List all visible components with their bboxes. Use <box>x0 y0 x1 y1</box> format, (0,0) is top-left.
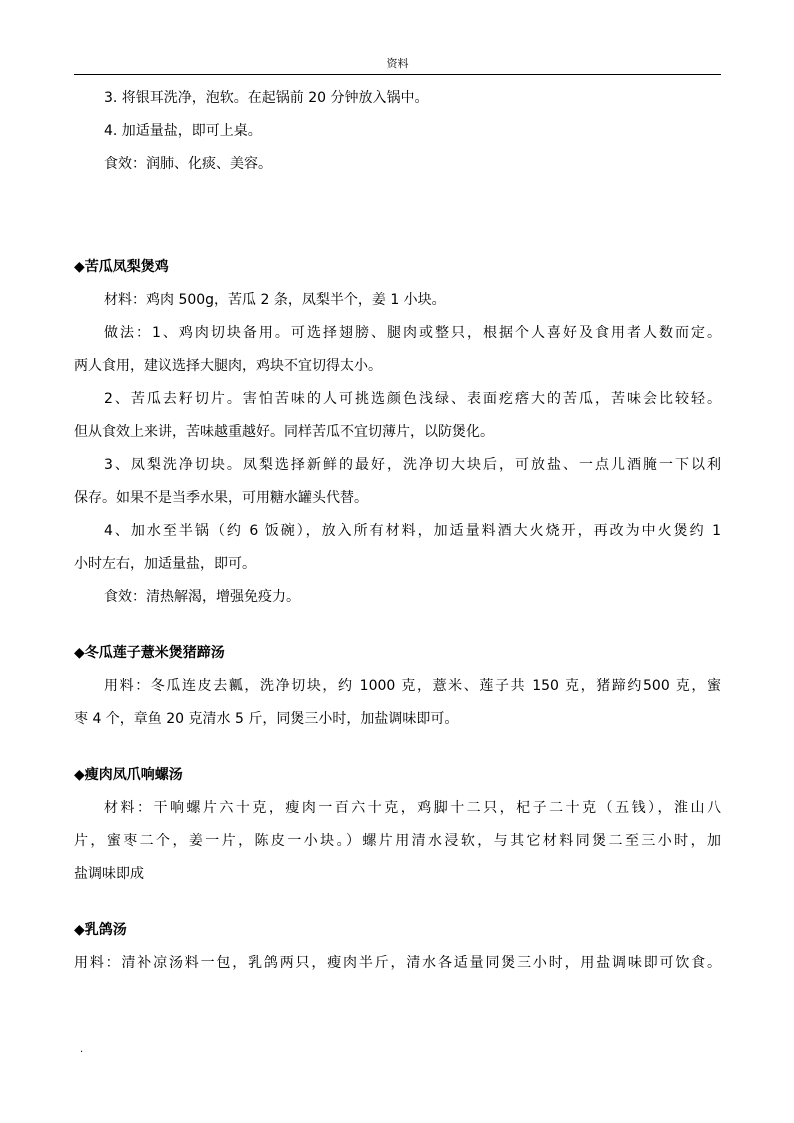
recipe-title-conch-soup: ◆瘦肉凤爪响螺汤 <box>74 767 183 783</box>
step-3-line: 3. 将银耳洗净，泡软。在起锅前 20 分钟放入锅中。 <box>104 90 429 106</box>
document-body <box>74 82 721 980</box>
recipe-ingredients-line: 枣 4 个，章鱼 20 克清水 5 斤，同煲三小时，加盐调味即可。 <box>74 711 459 727</box>
section-gap <box>74 181 721 251</box>
step-4-line: 4. 加适量盐，即可上桌。 <box>104 123 262 139</box>
recipe-method-line: 4、加水至半锅（约 6 饭碗），放入所有材料，加适量料酒大火烧开，再改为中火煲约 1 <box>104 523 721 539</box>
section-gap <box>74 614 721 637</box>
recipe-method-line: 但从食效上来讲，苦味越重越好。同样苦瓜不宜切薄片，以防煲化。 <box>74 424 494 440</box>
effect-line: 食效：润肺、化痰、美容。 <box>104 156 272 172</box>
recipe-materials: 材料：鸡肉 500g，苦瓜 2 条，凤梨半个，姜 1 小块。 <box>104 292 446 308</box>
recipe-title-winter-melon-pork-trotter-soup: ◆冬瓜莲子薏米煲猪蹄汤 <box>74 645 225 661</box>
recipe-method-line: 小时左右，加适量盐，即可。 <box>74 556 256 572</box>
recipe-ingredients-line: 用料：清补凉汤料一包，乳鸽两只，瘦肉半斤，清水各适量同煲三小时，用盐调味即可饮食。 <box>74 955 721 971</box>
recipe-method-line: 3、凤梨洗净切块。凤梨选择新鲜的最好，洗净切大块后，可放盐、一点儿酒腌一下以利 <box>104 457 721 473</box>
recipe-ingredients-line: 用料：冬瓜连皮去瓤，洗净切块，约 1000 克，薏米、莲子共 150 克，猪蹄约500 克，蜜 <box>104 678 721 694</box>
section-gap <box>74 891 721 914</box>
recipe-method-line: 保存。如果不是当季水果，可用糖水罐头代替。 <box>74 490 368 506</box>
footer-mark: . <box>80 1044 84 1055</box>
recipe-materials-line: 材料：干响螺片六十克，瘦肉一百六十克，鸡脚十二只，杞子二十克（五钱），淮山八 <box>104 800 721 816</box>
header-title: 资料 <box>386 57 409 70</box>
recipe-method-line: 2、苦瓜去籽切片。害怕苦味的人可挑选颜色浅绿、表面疙瘩大的苦瓜，苦味会比较轻。 <box>104 391 721 407</box>
recipe-title-bitter-melon-chicken: ◆苦瓜凤梨煲鸡 <box>74 259 169 275</box>
section-gap <box>74 736 721 759</box>
page-header <box>74 54 721 75</box>
recipe-method-line: 做法：1、鸡肉切块备用。可选择翅膀、腿肉或整只，根据个人喜好及食用者人数而定。 <box>104 325 721 341</box>
recipe-method-line: 两人食用，建议选择大腿肉，鸡块不宜切得太小。 <box>74 358 382 374</box>
recipe-title-pigeon-soup: ◆乳鸽汤 <box>74 922 127 938</box>
recipe-materials-line: 片，蜜枣二个，姜一片，陈皮一小块。）螺片用清水浸软，与其它材料同煲二至三小时，加 <box>74 833 721 849</box>
recipe-effect: 食效：清热解渴，增强免疫力。 <box>104 589 300 605</box>
recipe-materials-line: 盐调味即成 <box>74 866 144 882</box>
